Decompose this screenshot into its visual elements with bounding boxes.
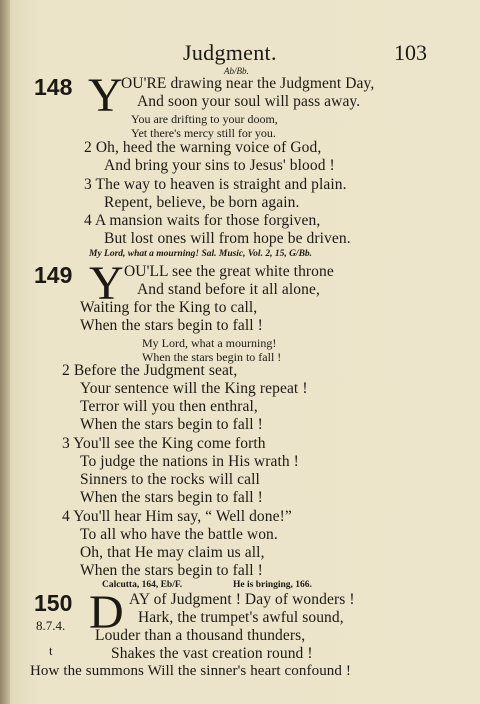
hymn-149-chorus-1: My Lord, what a mourning!: [142, 336, 277, 350]
page-number: 103: [394, 40, 427, 65]
hymn-148-line-10: But lost ones will from hope be driven.: [104, 230, 351, 247]
hymn-148-chorus-2: Yet there's mercy still for you.: [131, 126, 276, 140]
hymn-149-line-9: Terror will you then enthral,: [80, 398, 258, 415]
hymn-148-line-6: And bring your sins to Jesus' blood !: [104, 157, 335, 174]
hymn-149-number: 149: [34, 262, 73, 288]
book-spine: [0, 0, 10, 704]
hymn-149-tune-note: My Lord, what a mourning! Sal. Music, Vol. 2, 15, G/Bb.: [89, 249, 313, 259]
hymn-150-line-1: AY of Judgment ! Day of wonders !: [129, 591, 355, 608]
hymn-148-line-2: And soon your soul will pass away.: [137, 93, 361, 110]
hymn-149-line-11: 3 You'll see the King come forth: [62, 435, 266, 452]
hymn-149-line-13: Sinners to the rocks will call: [80, 471, 260, 488]
hymn-149-line-7: 2 Before the Judgment seat,: [62, 362, 238, 379]
hymn-149-chorus-2: When the stars begin to fall !: [142, 350, 282, 364]
hymn-149-line-8: Your sentence will the King repeat !: [80, 380, 308, 397]
hymn-150-alt-tune: He is bringing, 166.: [233, 580, 312, 590]
hymn-148-line-1: OU'RE drawing near the Judgment Day,: [121, 75, 375, 92]
hymn-148-line-9: 4 A mansion waits for those forgiven,: [84, 212, 321, 229]
hymn-150-tune: Calcutta, 164, Eb/F.: [102, 580, 183, 590]
hymn-149-line-1: OU'LL see the great white throne: [124, 263, 334, 280]
hymn-150-meter: 8.7.4.: [36, 618, 66, 633]
hymn-148-line-8: Repent, believe, be born again.: [104, 194, 300, 211]
hymn-149-line-14: When the stars begin to fall !: [80, 489, 263, 506]
page-title: Judgment.: [183, 40, 277, 65]
hymn-150-line-5: How the summons Will the sinner's heart confound !: [30, 663, 351, 679]
hymn-149-line-3: Waiting for the King to call,: [80, 299, 258, 316]
hymn-149-line-12: To judge the nations in His wrath !: [80, 453, 299, 470]
hymn-150-dropcap: D: [89, 586, 124, 639]
hymn-148-number: 148: [34, 74, 73, 100]
hymn-148-key: Ab/Bb.: [224, 66, 249, 76]
hymn-149-line-4: When the stars begin to fall !: [80, 317, 263, 334]
hymn-149-line-2: And stand before it all alone,: [137, 281, 320, 298]
hymn-150-number: 150: [34, 590, 73, 616]
hymn-148-line-7: 3 The way to heaven is straight and plain.: [84, 176, 347, 193]
hymn-150-margin-mark: t: [49, 643, 53, 658]
hymn-149-line-17: Oh, that He may claim us all,: [80, 544, 265, 561]
hymn-148-chorus-1: You are drifting to your doom,: [131, 112, 278, 126]
hymn-149-line-18: When the stars begin to fall !: [80, 562, 263, 579]
hymn-149-line-16: To all who have the battle won.: [80, 526, 278, 543]
hymn-148-line-5: 2 Oh, heed the warning voice of God,: [84, 139, 322, 156]
hymn-149-line-10: When the stars begin to fall !: [80, 416, 263, 433]
hymn-149-dropcap: Y: [89, 257, 124, 310]
hymn-150-line-4: Shakes the vast creation round !: [111, 645, 313, 662]
hymn-150-line-3: Louder than a thousand thunders,: [95, 627, 306, 644]
hymn-148-dropcap: Y: [88, 69, 123, 122]
hymn-149-line-15: 4 You'll hear Him say, “ Well done!”: [62, 508, 292, 525]
hymn-150-line-2: Hark, the trumpet's awful sound,: [138, 609, 344, 626]
